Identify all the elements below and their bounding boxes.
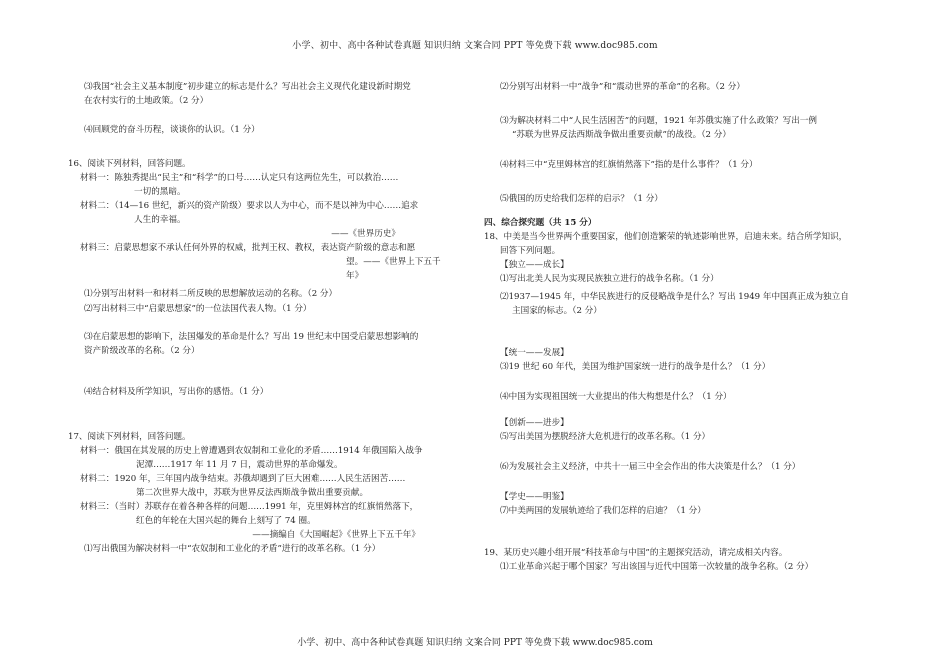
question-16 <box>68 157 460 301</box>
q17-material3-cont: 红色的年轮在大国兴起的舞台上刻写了 74 圈。 <box>136 516 316 526</box>
q17-material2-cont: 第二次世界大战中，苏联为世界反法西斯战争做出重要贡献。 <box>136 488 369 498</box>
q18-heading-innovation: 【创新——进步】 <box>500 418 569 428</box>
q18-sub6-block <box>484 460 880 474</box>
q18-sub2-block <box>484 290 880 318</box>
q17-source: ——摘编自《大国崛起》《世界上下五千年》 <box>252 530 420 540</box>
q17-sub4-block <box>484 158 880 172</box>
page-footer: 小学、初中、高中各种试卷真题 知识归纳 文案合同 PPT 等免费下载 www.doc985.com <box>297 638 653 648</box>
q19-sub1: ⑴工业革命兴起于哪个国家？写出该国与近代中国第一次较量的战争名称。（2 分） <box>500 562 814 572</box>
q15-3-line1: ⑶我国“社会主义基本制度”初步建立的标志是什么？写出社会主义现代化建设新时期党 <box>84 82 411 92</box>
q16-material2: 材料二：（14—16 世纪，新兴的资产阶级）要求以人为中心，而不是以神为中心……追求 <box>80 201 419 211</box>
question-19 <box>484 546 880 574</box>
q17-material1-cont: 泥潭……1917 年 11 月 7 日，震动世界的革命爆发。 <box>136 460 343 470</box>
q18-intro-line2: 回答下列问题。 <box>500 246 561 256</box>
q17-sub2: ⑵分别写出材料一中“战争”和“震动世界的革命”的名称。（2 分） <box>500 82 745 92</box>
q18-sub2-line1: ⑵1937—1945 年，中华民族进行的反侵略战争是什么？写出 1949 年中国真正成为独立自 <box>500 292 849 302</box>
q16-material2-source: ——《世界历史》 <box>331 229 400 239</box>
q18-innovation-block <box>484 416 880 444</box>
q17-sub5: ⑸俄国的历史给我们怎样的启示？（1 分） <box>500 194 663 204</box>
q18-heading-independence: 【独立——成长】 <box>500 260 569 270</box>
q18-heading-history: 【学史——明鉴】 <box>500 492 569 502</box>
question-17 <box>68 430 460 556</box>
q16-material1-cont: 一切的黑暗。 <box>134 187 186 197</box>
q18-sub7: ⑺中美两国的发展轨迹给了我们怎样的启迪？（1 分） <box>500 506 706 516</box>
q19-title: 19、某历史兴趣小组开展“科技革命与中国”的主题探究活动，请完成相关内容。 <box>484 548 788 558</box>
q18-intro-line1: 18、中美是当今世界两个重要国家，他们创造繁荣的轨迹影响世界，启迪未来。结合所学知识， <box>484 232 848 242</box>
q16-material3: 材料三：启蒙思想家不承认任何外界的权威，批判王权、教权，表达资产阶级的意志和愿 <box>80 243 416 253</box>
q16-sub2-block <box>68 302 460 316</box>
q15-part4 <box>68 123 460 137</box>
q16-material3-cont: 望。——《世界上下五千 <box>346 257 441 267</box>
section-4-title: 四、综合探究题（共 15 分） <box>484 218 597 228</box>
q17-sub2-block <box>484 80 880 94</box>
q16-material3-cont2: 年》 <box>346 271 364 281</box>
q17-sub5-block <box>484 192 880 206</box>
q16-sub3-line2: 资产阶级改革的名称。（2 分） <box>84 346 200 356</box>
q17-material1: 材料一：俄国在其发展的历史上曾遭遇到农奴制和工业化的矛盾……1914 年俄国陷入战争 <box>80 446 423 456</box>
q15-3-line2: 在农村实行的土地政策。（2 分） <box>84 96 209 106</box>
q15-4-text: ⑷回顾党的奋斗历程，谈谈你的认识。（1 分） <box>84 125 260 135</box>
q18-heading-unity: 【统一——发展】 <box>500 348 569 358</box>
q16-sub3-block <box>68 330 460 358</box>
q17-sub3-line2: “苏联为世界反法西斯战争做出重要贡献”的战役。（2 分） <box>512 130 731 140</box>
q16-sub2: ⑵写出材料三中“启蒙思想家”的一位法国代表人物。（1 分） <box>84 304 312 314</box>
q18-sub2-line2: 主国家的标志。（2 分） <box>512 306 602 316</box>
q16-material1: 材料一：陈独秀提出“民主”和“科学”的口号……认定只有这两位先生，可以救治…… <box>80 173 399 183</box>
q16-sub4: ⑷结合材料及所学知识，写出你的感悟。（1 分） <box>84 387 269 397</box>
question-18 <box>484 216 880 286</box>
q18-history-block <box>484 490 880 518</box>
q17-sub4: ⑷材料三中“克里姆林宫的红旗悄然落下”指的是什么事件？（1 分） <box>500 160 758 170</box>
q15-part3 <box>68 80 460 108</box>
q17-sub3-block <box>484 114 880 142</box>
q18-sub4: ⑷中国为实现祖国统一大业提出的伟大构想是什么？（1 分） <box>500 392 732 402</box>
q18-sub1: ⑴写出北美人民为实现民族独立进行的战争名称。（1 分） <box>500 274 719 284</box>
q18-sub5: ⑸写出美国为摆脱经济大危机进行的改革名称。（1 分） <box>500 432 711 442</box>
q17-material3: 材料三：（当时）苏联存在着各种各样的问题……1991 年，克里姆林宫的红旗悄然落下， <box>80 502 419 512</box>
q17-sub1: ⑴写出俄国为解决材料一中“农奴制和工业化的矛盾”进行的改革名称。（1 分） <box>84 544 381 554</box>
q17-material2: 材料二：1920 年，三年国内战争结束。苏俄却遇到了巨大困难……人民生活困苦…… <box>80 474 406 484</box>
q16-sub4-block <box>68 385 460 399</box>
q18-sub4-block <box>484 390 880 404</box>
q16-title: 16、阅读下列材料，回答问题。 <box>68 159 191 169</box>
q17-title: 17、阅读下列材料，回答问题。 <box>68 432 191 442</box>
q16-sub3-line1: ⑶在启蒙思想的影响下，法国爆发的革命是什么？写出 19 世纪末中国受启蒙思想影响的 <box>84 332 419 342</box>
q16-sub1: ⑴分别写出材料一和材料二所反映的思想解放运动的名称。（2 分） <box>84 289 338 299</box>
q18-unity-block <box>484 346 880 374</box>
page-header: 小学、初中、高中各种试卷真题 知识归纳 文案合同 PPT 等免费下载 www.doc985.com <box>292 41 658 51</box>
q16-material2-cont: 人生的幸福。 <box>134 215 186 225</box>
q18-sub6: ⑹为发展社会主义经济，中共十一届三中全会作出的伟大决策是什么？（1 分） <box>500 462 801 472</box>
q18-sub3: ⑶19 世纪 60 年代，美国为维护国家统一进行的战争是什么？（1 分） <box>500 362 771 372</box>
q17-sub3-line1: ⑶为解决材料二中“人民生活困苦”的问题，1921 年苏俄实施了什么政策？写出一例 <box>500 116 817 126</box>
